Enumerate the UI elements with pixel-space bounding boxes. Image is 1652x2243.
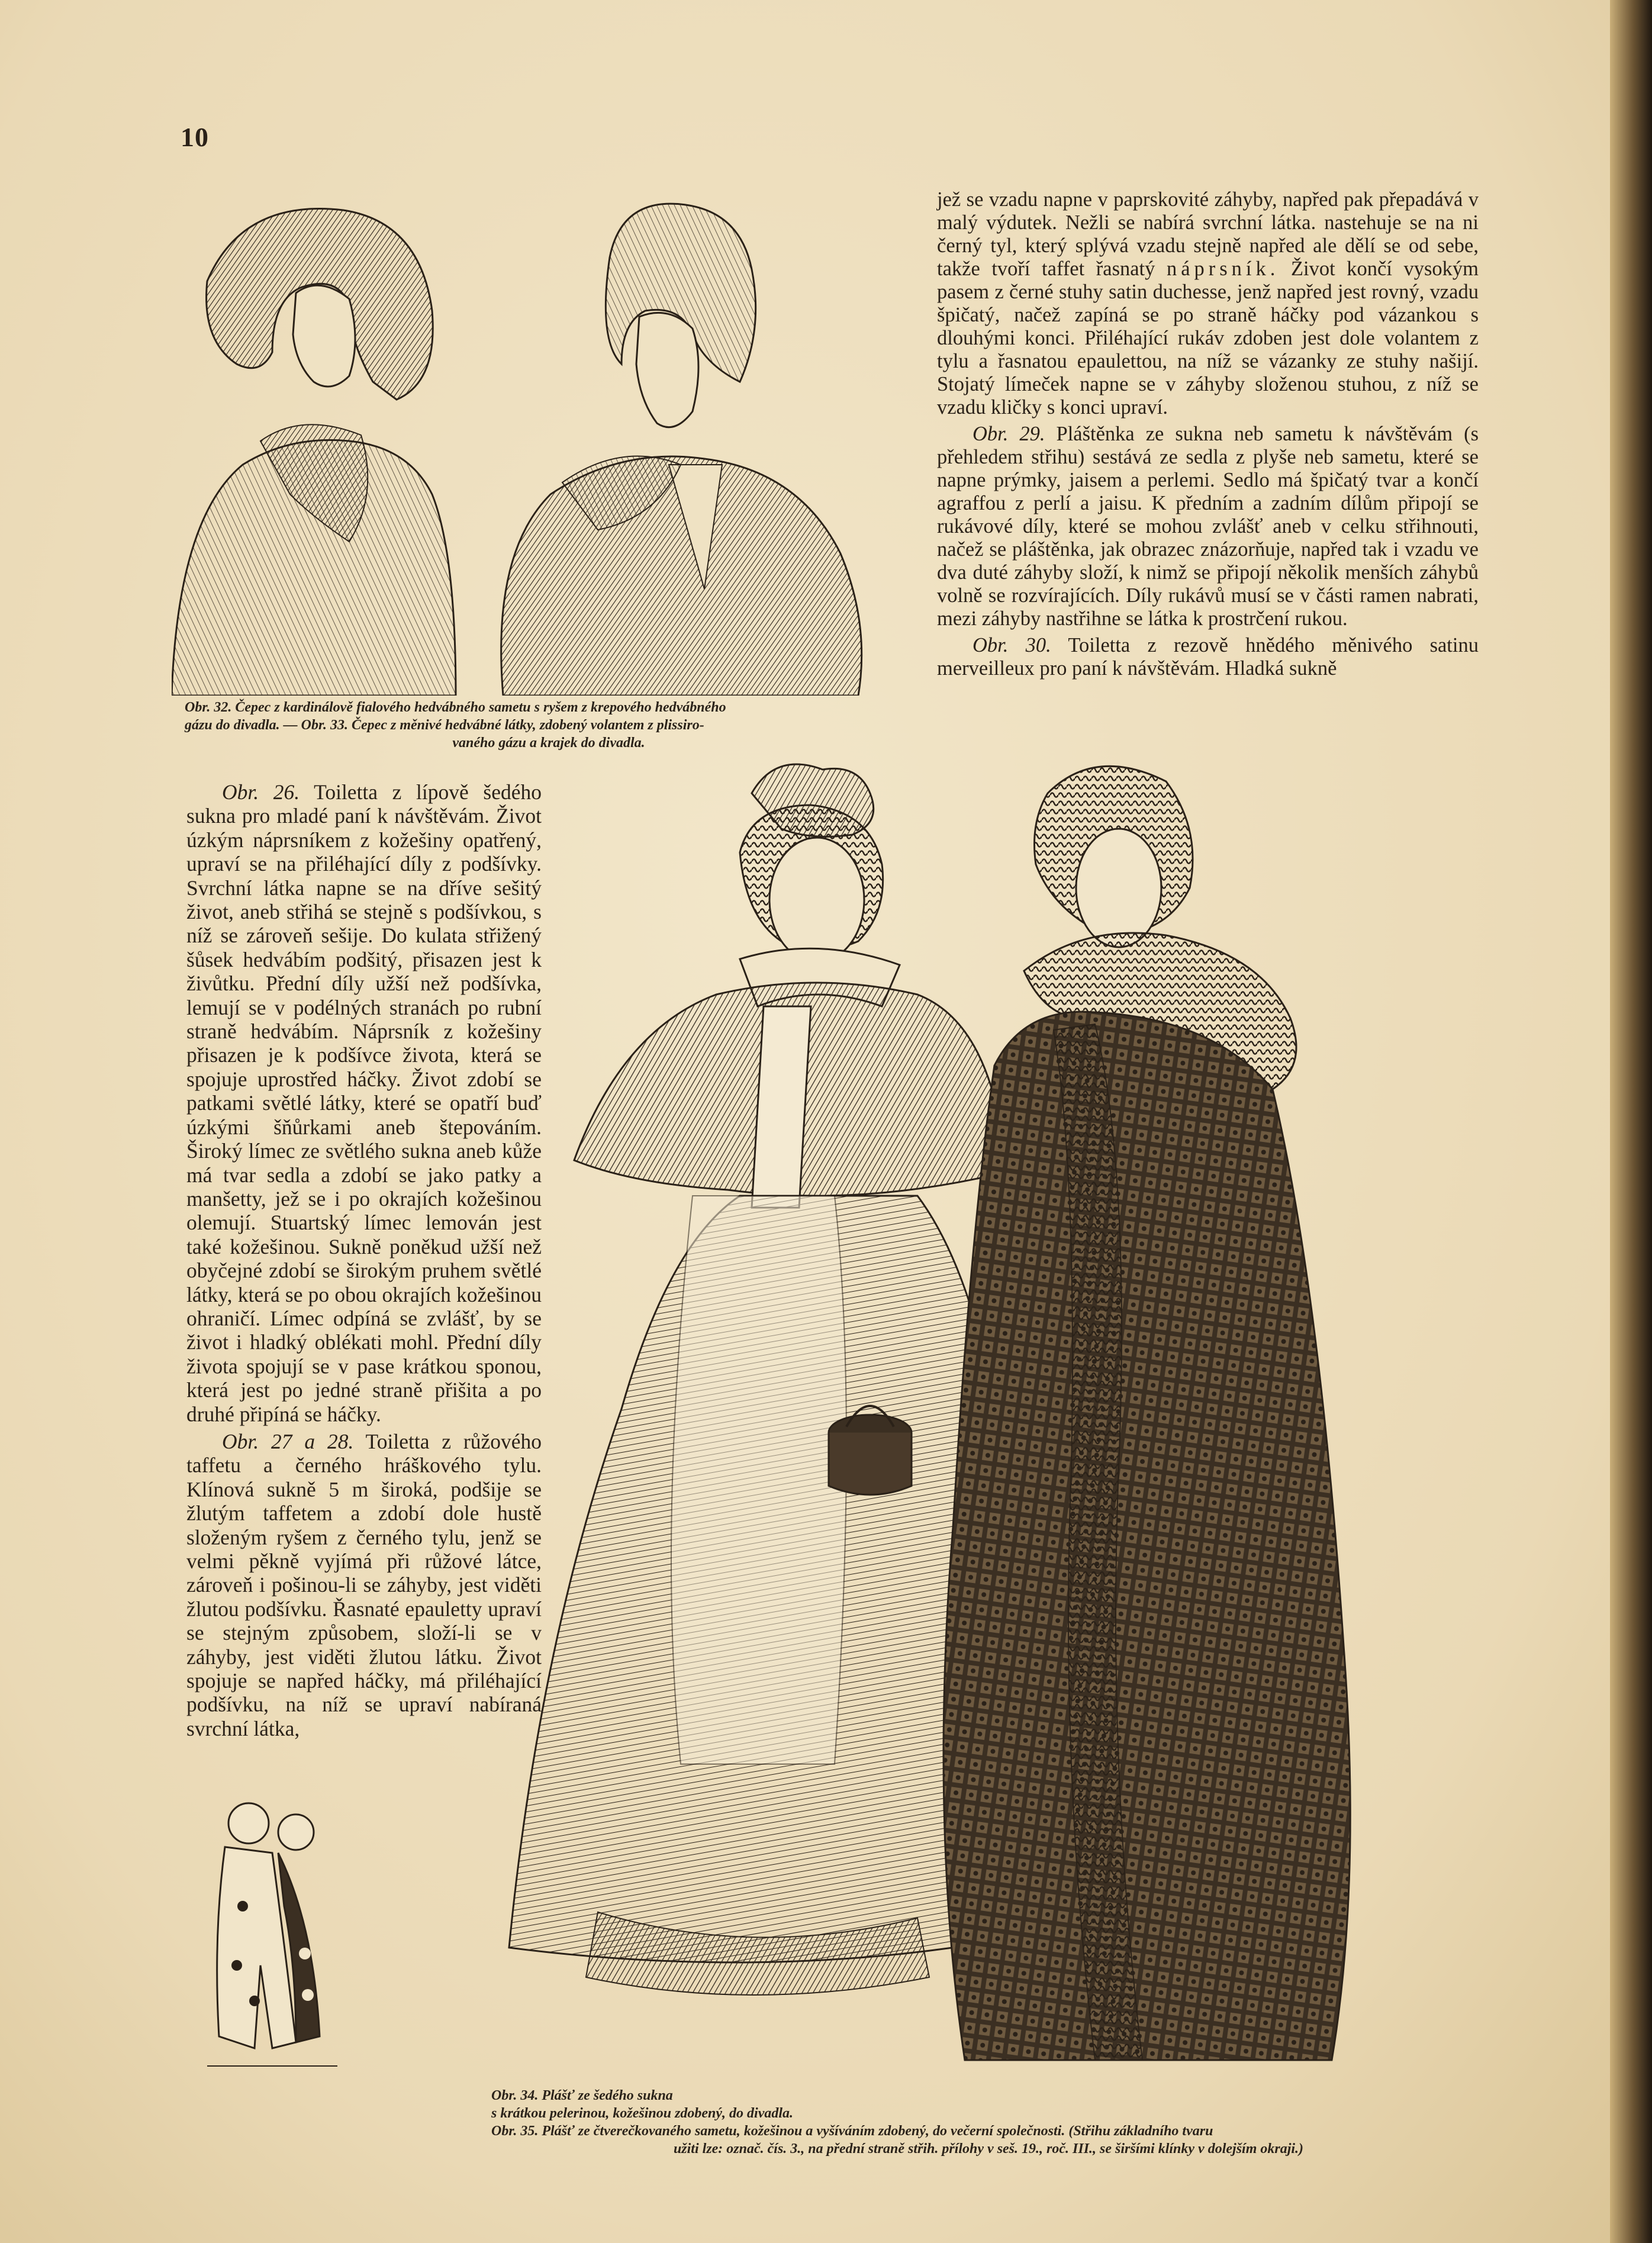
paragraph-continuation [937,188,1479,419]
figure-reference: Obr. 27 a 28. [222,1429,354,1453]
left-text-column [186,780,542,1744]
figure-reference: Obr. 29. [972,423,1045,445]
caption-line: Obr. 35. Plášť ze čtverečkovaného sametu, kožešinou a vyšíváním zdobený, do večerní společnosti. (Střihu základního tvaru [491,2123,1213,2139]
caption-cloaks [491,2087,1486,2158]
caption-line: užiti lze: označ. čís. 3., na přední straně střih. přílohy v seš. 19., roč. III., se širšími klínky v dolejším okraji.) [673,2141,1304,2157]
paragraph-obr-29 [937,423,1479,630]
caption-line: Obr. 34. Plášť ze šedého sukna [491,2088,673,2103]
paragraph-obr-26 [186,780,542,1426]
figure-reference: Obr. 30. [972,634,1051,657]
paragraph-obr-27-28 [186,1430,542,1740]
paragraph-text: Život končí vysokým pasem z černé stuhy satin duchesse, jenž napřed jest rovný, vzadu špičatý, načež zapíná se po straně háčky pod vázankou s dlouhými konci. Přiléhající rukáv zdoben jest dole volantem z tylu a řasnatou epaulettou, na níž se vázanky ze stuhy našijí. Stojatý límeček napne se v záhyby složenou stuhou, z níž se vzadu kličky s konci upraví. [937,258,1479,419]
engraving-clowns-image [178,1788,379,2096]
caption-line: vaného gázu a krajek do divadla. [452,735,645,751]
paragraph-text: Pláštěnka ze sukna neb sametu k návštěvám (s přehledem střihu) sestává ze sedla z plyše neb sametu, které se napne prýmky, jaisem a perlemi. Sedlo má špičatý tvar a končí agraffou z perlí a jaisu. K předním a zadním dílům připojí se rukávové díly, které se mohou zvlášť aneb v celku střihnouti, načež se pláštěnka, jak obrazec znázorňuje, napřed tak i vzadu ve dva duté záhyby složí, k nimž se připojí několik menších záhybů volně se rozvírajících. Díly rukávů musí se v části ramen nabrati, mezi záhyby nastřihne se látka k prostrčení rukou. [937,423,1479,630]
caption-line: gázu do divadla. — Obr. 33. Čepec z měnivé hedvábné látky, zdobený volantem z plissiro- [185,717,704,733]
paragraph-text: Toiletta z rezově hnědého měnivého satinu merveilleux pro paní k návštěvám. Hladká sukně [937,634,1479,680]
engraving-bonnets-image [172,186,917,696]
page-binding-edge [1610,0,1652,2243]
caption-bonnets [185,699,913,752]
spaced-word: náprsník. [1166,258,1280,280]
figure-reference: Obr. 26. [222,780,300,804]
top-right-text-column [937,188,1479,684]
paragraph-text: Toiletta z růžového taffetu a černého hráškového tylu. Klínová sukně 5 m široká, podšije se žlutým taffetem a zdobí dole hustě složeným ryšem z černého tylu, jenž se velmi pěkně vyjímá při růžové látce, zároveň i pošinou-li se záhyby, jest viděti žlutou podšívku. Řasnaté epauletty upraví se stejným způsobem, složí-li se v záhyby, jest viděti žlutou látku. Život spojuje se napřed háčky, má přiléhající podšívku, na níž se upraví nabíraná svrchní látka, [186,1429,542,1740]
paragraph-text: jež se vzadu napne v paprskovité záhyby, napřed pak přepadává v malý výdutek. Nežli se nabírá svrchní látka. nastehuje se na ni černý tyl, který splývá vzadu stejně napřed ale dělí se od sebe, takže tvoří taffet řasnatý [937,188,1479,280]
page-number: 10 [181,122,209,152]
cloaks-illustration [503,758,1379,2072]
caption-line: s krátkou pelerinou, kožešinou zdobený, do divadla. [491,2106,794,2121]
caption-line: Obr. 32. Čepec z kardinálově fialového hedvábného sametu s ryšem z krepového hedvábného [185,700,726,715]
engraving-cloaks-image [503,758,1379,2072]
paragraph-obr-30 [937,634,1479,680]
bonnets-illustration [172,186,917,696]
paragraph-text: Toiletta z lípově šedého sukna pro mladé paní k návštěvám. Život úzkým náprsníkem z kožešiny opatřený, upraví se na přiléhající díly z podšívky. Svrchní látka napne se na dříve sešitý život, aneb střihá se stejně s podšívkou, s níž se zároveň sešije. Do kulata střižený šůsek hedvábím podšitý, přisazen jest k živůtku. Přední díly užší než podšívka, lemují se v podélných stranách po rubní straně hedvábím. Náprsník z kožešiny přisazen je k podšívce života, která se spojuje uprostřed háčky. Život zdobí se patkami světlé látky, které se opatří buď úzkými šňůrkami aneb štepováním. Široký límec ze světlého sukna aneb kůže má tvar sedla a zdobí se jako patky a manšetty, jež se i po okrajích kožešinou olemují. Stuartský límec lemován jest také kožešinou. Sukně poněkud užší než obyčejné zdobí se širokým pruhem světlé látky, která se po obou okrajích kožešinou ohraničí. Límec odpíná se zvlášť, by se život i hladký oblékati mohl. Přední díly života spojují se v pase krátkou sponou, která jest po jedné straně přišita a po druhé připíná se háčky. [186,780,542,1426]
clowns-illustration [178,1788,379,2096]
